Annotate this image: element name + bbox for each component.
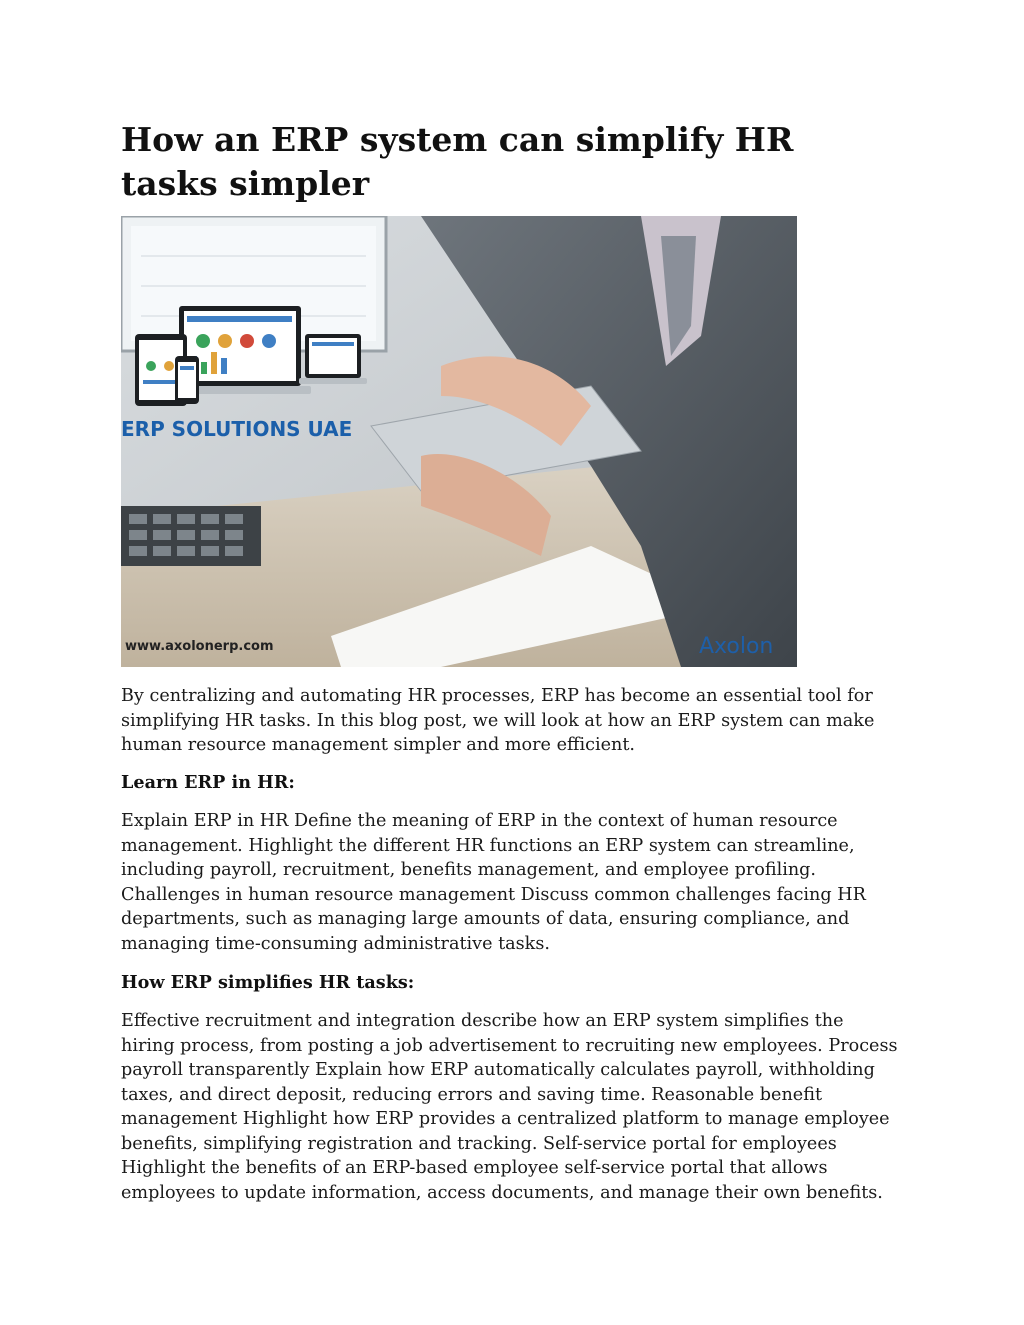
section-body-learn-erp: Explain ERP in HR Define the meaning of ERP in the context of human resource management. Highlight the different HR functions an ERP system can streamline, including payroll, recruitment, benefits management, and employee profiling. Challenges in human resource management Discuss common challenges facing HR departments, such as managing large amounts of data, ensuring compliance, and managing time-consuming administrative tasks. — [121, 811, 866, 954]
hero-image — [121, 216, 797, 667]
hero-banner-text: ERP SOLUTIONS UAE — [121, 417, 353, 441]
intro-paragraph: By centralizing and automating HR processes, ERP has become an essential tool for simplifying HR tasks. In this blog post, we will look at how an ERP system can make human resource management simpler and more efficient. — [121, 686, 875, 755]
small-laptop-icon — [299, 334, 367, 384]
hero-url-text: www.axolonerp.com — [125, 639, 274, 654]
page-title: How an ERP system can simplify HR tasks simpler — [121, 120, 794, 203]
phone-icon — [175, 356, 199, 404]
section-body-erp-simplifies: Effective recruitment and integration describe how an ERP system simplifies the hiring process, from posting a job advertisement to recruiting new employees. Process payroll transparently Explain how ERP automatically calculates payroll, withholding taxes, and direct deposit, reducing errors and saving time. Reasonable benefit management Highlight how ERP provides a centralized platform to manage employee benefits, simplifying registration and tracking. Self-service portal for employees Highlight the benefits of an ERP-based employee self-service portal that allows employees to update information, access documents, and manage their own benefits. — [121, 1011, 898, 1203]
section-heading-erp-simplifies: How ERP simplifies HR tasks: — [121, 972, 415, 993]
brand-logo: Axolon — [699, 634, 774, 659]
calculator-icon — [121, 506, 261, 566]
section-heading-learn-erp: Learn ERP in HR: — [121, 772, 295, 793]
